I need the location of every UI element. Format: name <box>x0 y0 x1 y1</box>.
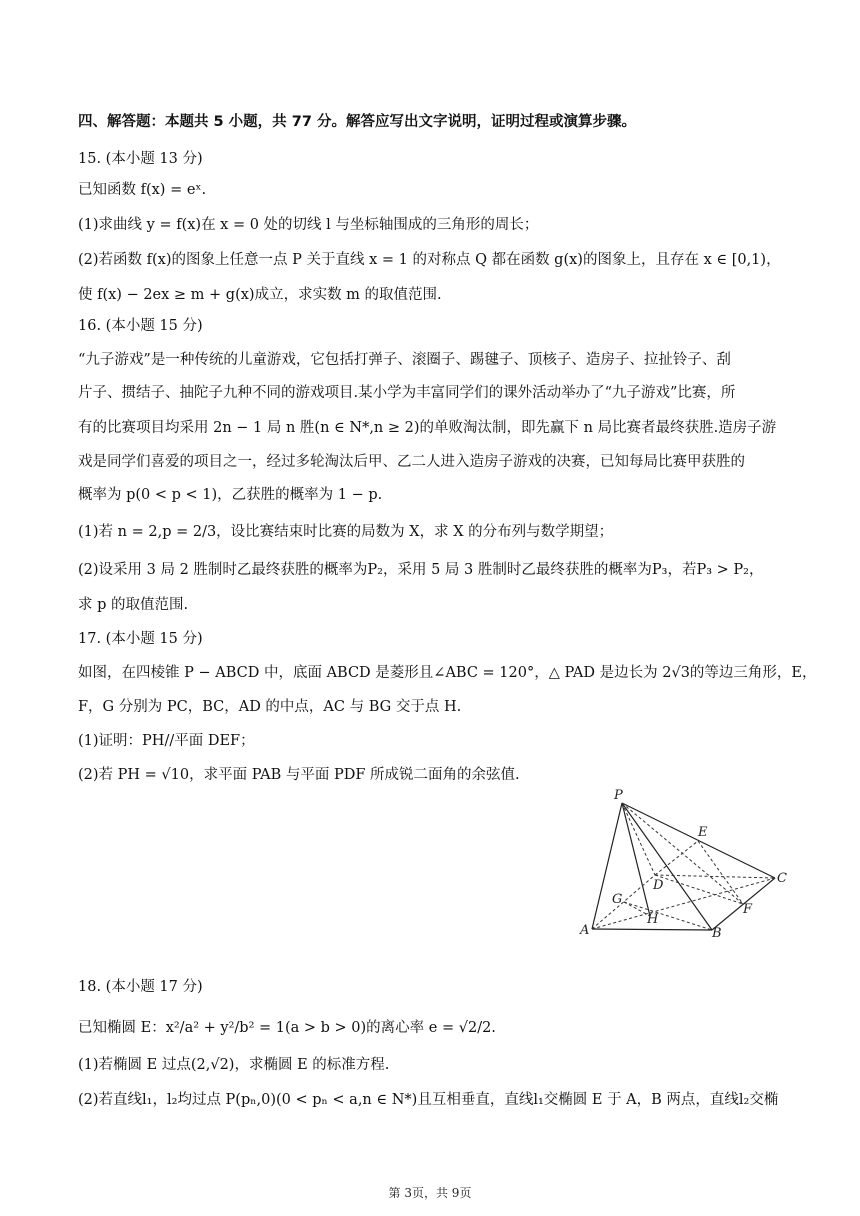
edge-GB <box>624 902 712 930</box>
label-G: G <box>612 892 623 907</box>
problem-16-line-5: 概率为 p(0 < p < 1)，乙获胜的概率为 1 − p. <box>78 487 383 503</box>
problem-16-line-8: 求 p 的取值范围. <box>78 597 189 613</box>
problem-15-line-1: 已知函数 f(x) = eˣ. <box>78 182 207 198</box>
problem-18-line-1: 已知椭圆 E：x²/a² + y²/b² = 1(a > b > 0)的离心率 e = √2/2. <box>78 1020 496 1036</box>
problem-16-line-6: (1)若 n = 2,p = 2/3，设比赛结束时比赛的局数为 X，求 X 的分布列与数学期望； <box>78 524 614 540</box>
problem-16-line-4: 戏是同学们喜爱的项目之一，经过多轮淘汰后甲、乙二人进入造房子游戏的决赛，已知每局比赛甲获胜的 <box>78 454 745 470</box>
edge-AB <box>592 929 712 930</box>
edge-PA <box>592 803 622 929</box>
problem-17-line-1: 如图，在四棱锥 P − ABCD 中，底面 ABCD 是菱形且∠ABC = 120°，△ PAD 是边长为 2√3的等边三角形，E， <box>78 665 817 681</box>
problem-15-line-2: (1)求曲线 y = f(x)在 x = 0 处的切线 l 与坐标轴围成的三角形的周长； <box>78 217 539 233</box>
edge-EF <box>698 841 743 904</box>
page-footer: 第 3页，共 9页 <box>388 1186 472 1200</box>
problem-16-line-3: 有的比赛项目均采用 2n − 1 局 n 胜(n ∈ N*,n ≥ 2)的单败淘汰制，即先赢下 n 局比赛者最终获胜.造房子游 <box>78 420 777 436</box>
problem-16-line-2: 片子、掼结子、抽陀子九种不同的游戏项目.某小学为丰富同学们的课外活动举办了“九子游戏”比赛，所 <box>78 385 736 401</box>
edge-AD <box>592 875 655 929</box>
problem-16-header: 16. (本小题 15 分) <box>78 318 203 334</box>
label-H: H <box>647 912 659 927</box>
section-heading: 四、解答题：本题共 5 小题，共 77 分。解答应写出文字说明，证明过程或演算步骤。 <box>78 114 636 130</box>
label-D: D <box>653 878 664 893</box>
problem-18-line-3: (2)若直线l₁，l₂均过点 P(pₙ,0)(0 < pₙ < a,n ∈ N*)且互相垂直，直线l₁交椭圆 E 于 A，B 两点，直线l₂交椭 <box>78 1092 779 1108</box>
problem-17-line-3: (1)证明：PH//平面 DEF； <box>78 733 255 749</box>
label-P: P <box>614 788 623 803</box>
edge-PD <box>622 803 655 875</box>
problem-15-header: 15. (本小题 13 分) <box>78 151 203 167</box>
edge-DC <box>655 875 775 878</box>
problem-17-line-4: (2)若 PH = √10，求平面 PAB 与平面 PDF 所成锐二面角的余弦值. <box>78 767 520 783</box>
problem-18-header: 18. (本小题 17 分) <box>78 979 203 995</box>
problem-15-line-4: 使 f(x) − 2ex ≥ m + g(x)成立，求实数 m 的取值范围. <box>78 287 442 303</box>
problem-18-line-2: (1)若椭圆 E 过点(2,√2)，求椭圆 E 的标准方程. <box>78 1057 390 1073</box>
label-B: B <box>712 926 722 941</box>
label-A: A <box>580 923 590 938</box>
problem-17-header: 17. (本小题 15 分) <box>78 631 203 647</box>
problem-15-line-3: (2)若函数 f(x)的图象上任意一点 P 关于直线 x = 1 的对称点 Q 都在函数 g(x)的图象上，且存在 x ∈ [0,1)， <box>78 252 781 268</box>
problem-17-line-2: F，G 分别为 PC，BC，AD 的中点，AC 与 BG 交于点 H. <box>78 699 462 715</box>
pyramid-figure <box>570 785 800 945</box>
label-E: E <box>698 825 708 840</box>
label-F: F <box>743 902 753 917</box>
label-C: C <box>777 871 787 886</box>
problem-16-line-7: (2)设采用 3 局 2 胜制时乙最终获胜的概率为P₂，采用 5 局 3 胜制时乙最终获胜的概率为P₃，若P₃ > P₂， <box>78 562 764 578</box>
problem-16-line-1: “九子游戏”是一种传统的儿童游戏，它包括打弹子、滚圈子、踢毽子、顶核子、造房子、拉扯铃子、刮 <box>78 352 731 368</box>
